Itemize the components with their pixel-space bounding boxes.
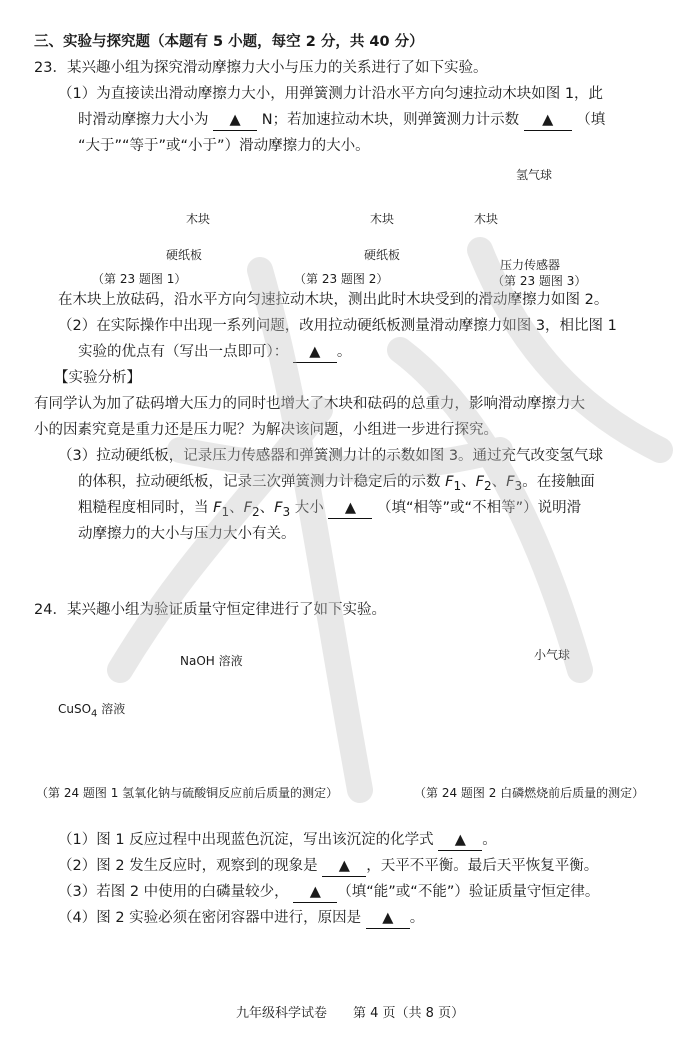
answer-blank[interactable]: ▲ <box>366 908 410 929</box>
fig1-board-label: 硬纸板 <box>166 248 203 262</box>
fig1-caption: （第 23 题图 1） <box>92 272 187 286</box>
fig3-sensor-label: 压力传感器 <box>500 258 561 272</box>
naoh-label: NaOH 溶液 <box>180 654 243 668</box>
fig2-board-label: 硬纸板 <box>364 248 401 262</box>
fig24-1-caption: （第 24 题图 1 氢氧化钠与硫酸铜反应前后质量的测定） <box>36 786 339 800</box>
fig1-block-label: 木块 <box>186 212 211 226</box>
small-balloon-label: 小气球 <box>534 648 571 662</box>
answer-blank[interactable]: ▲ <box>293 882 337 903</box>
q24-stem: 24．某兴趣小组为验证质量守恒定律进行了如下实验。 <box>34 602 386 618</box>
fig3-balloon-label: 氢气球 <box>516 168 553 182</box>
fig3-block-label: 木块 <box>474 212 499 226</box>
page-footer: 九年级科学试卷 第 4 页（共 8 页） <box>236 1006 465 1021</box>
answer-blank[interactable]: ▲ <box>328 498 372 519</box>
answer-blank[interactable]: ▲ <box>322 856 366 877</box>
q23-p3-line3: 粗糙程度相同时，当 $F_1$、$F_2$、$F_3$ 大小 ▲ （填“相等”或“不相等”）说明滑 <box>78 500 582 519</box>
fig24-2-caption: （第 24 题图 2 白磷燃烧前后质量的测定） <box>414 786 645 800</box>
q24-q2: （2）图 2 发生反应时，观察到的现象是 ▲ ，天平不平衡。最后天平恢复平衡。 <box>58 856 598 877</box>
section-header: 三、实验与探究题（本题有 5 小题，每空 2 分，共 40 分） <box>34 34 424 50</box>
q24-q3: （3）若图 2 中使用的白磷量较少， ▲ （填“能”或“不能”）验证质量守恒定律。 <box>58 882 599 903</box>
fig2-block-label: 木块 <box>370 212 395 226</box>
q23-p3-line1: （3）拉动硬纸板，记录压力传感器和弹簧测力计的示数如图 3。通过充气改变氢气球 <box>58 448 604 464</box>
fig3-caption: （第 23 题图 3） <box>492 274 587 288</box>
answer-blank[interactable]: ▲ <box>213 110 257 131</box>
analysis-line2: 小的因素究竟是重力还是压力呢？为解决该问题，小组进一步进行探究。 <box>34 422 498 438</box>
analysis-title: 【实验分析】 <box>54 370 141 386</box>
q23-after-figs: 在木块上放砝码，沿水平方向匀速拉动木块，测出此时木块受到的滑动摩擦力如图 2。 <box>58 292 609 308</box>
q23-p1-line3: “大于”“等于”或“小于”）滑动摩擦力的大小。 <box>78 138 370 154</box>
answer-blank[interactable]: ▲ <box>293 342 337 363</box>
answer-blank[interactable]: ▲ <box>524 110 572 131</box>
q23-p3-line2: 的体积，拉动硬纸板，记录三次弹簧测力计稳定后的示数 $F_1$、$F_2$、$F_3$。在接触面 <box>78 474 595 493</box>
q24-q4: （4）图 2 实验必须在密闭容器中进行，原因是 ▲ 。 <box>58 908 424 929</box>
cuso4-label: CuSO$_4$ 溶液 <box>58 702 126 720</box>
answer-blank[interactable]: ▲ <box>438 830 482 851</box>
q23-p1-line2: 时滑动摩擦力大小为 ▲ N；若加速拉动木块，则弹簧测力计示数 ▲ （填 <box>78 110 605 131</box>
q23-p2-line2: 实验的优点有（写出一点即可）： ▲ 。 <box>78 342 351 363</box>
fig2-caption: （第 23 题图 2） <box>294 272 389 286</box>
analysis-line1: 有同学认为加了砝码增大压力的同时也增大了木块和砝码的总重力，影响滑动摩擦力大 <box>34 396 585 412</box>
q23-p2-line1: （2）在实际操作中出现一系列问题，改用拉动硬纸板测量滑动摩擦力如图 3，相比图 1 <box>58 318 617 334</box>
q23-p3-line4: 动摩擦力的大小与压力大小有关。 <box>78 526 296 542</box>
q23-stem: 23．某兴趣小组为探究滑动摩擦力大小与压力的关系进行了如下实验。 <box>34 60 488 76</box>
q24-q1: （1）图 1 反应过程中出现蓝色沉淀，写出该沉淀的化学式 ▲ 。 <box>58 830 497 851</box>
q23-p1-line1: （1）为直接读出滑动摩擦力大小，用弹簧测力计沿水平方向匀速拉动木块如图 1，此 <box>58 86 604 102</box>
